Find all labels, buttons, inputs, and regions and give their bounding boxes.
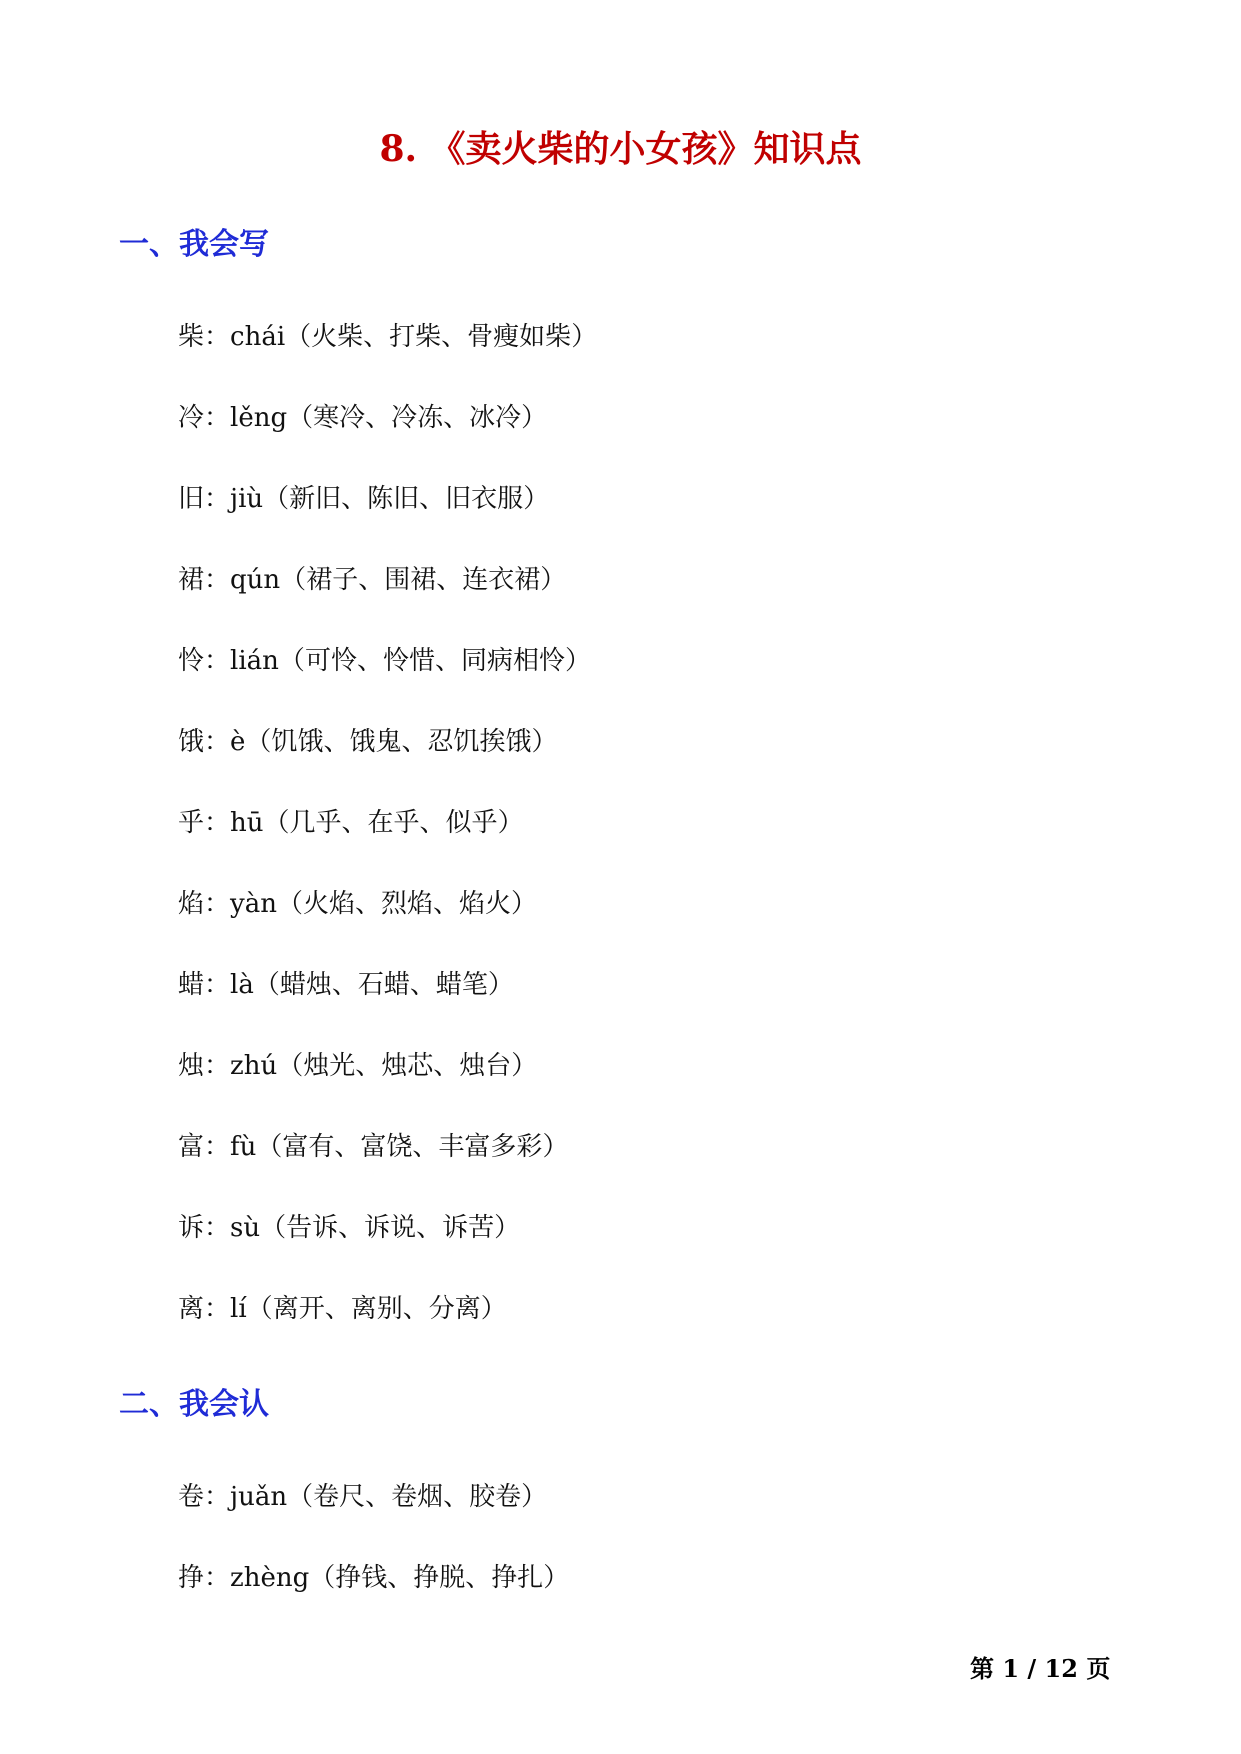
vocab-entry: 冷：lěng（寒冷、冷冻、冰冷） bbox=[178, 403, 548, 433]
entry-char: 卷 bbox=[178, 1482, 205, 1512]
entry-char: 挣 bbox=[178, 1563, 205, 1593]
entry-words: 卷尺、卷烟、胶卷 bbox=[313, 1482, 522, 1512]
entry-words: 火柴、打柴、骨瘦如柴 bbox=[311, 322, 572, 352]
entry-char: 诉 bbox=[178, 1213, 205, 1243]
entry-char: 怜 bbox=[178, 646, 205, 676]
vocab-entry: 烛：zhú（烛光、烛芯、烛台） bbox=[178, 1051, 538, 1081]
entry-char: 乎 bbox=[178, 808, 205, 838]
entry-words: 寒冷、冷冻、冰冷 bbox=[313, 403, 522, 433]
entry-pinyin: zhèng bbox=[230, 1563, 310, 1593]
entry-words: 富有、富饶、丰富多彩 bbox=[282, 1132, 543, 1162]
entry-pinyin: qún bbox=[230, 565, 281, 595]
vocab-entry: 怜：lián（可怜、怜惜、同病相怜） bbox=[178, 646, 591, 676]
entry-words: 蜡烛、石蜡、蜡笔 bbox=[279, 970, 488, 1000]
vocab-entry: 乎：hū（几乎、在乎、似乎） bbox=[178, 808, 524, 838]
entry-words: 告诉、诉说、诉苦 bbox=[286, 1213, 495, 1243]
entry-words: 裙子、围裙、连衣裙 bbox=[306, 565, 541, 595]
entry-pinyin: jiù bbox=[230, 484, 264, 514]
vocab-entry: 裙：qún（裙子、围裙、连衣裙） bbox=[178, 565, 567, 595]
page-number-suffix: 页 bbox=[1086, 1654, 1111, 1683]
vocab-entry: 卷：juǎn（卷尺、卷烟、胶卷） bbox=[178, 1482, 548, 1512]
entry-char: 柴 bbox=[178, 322, 205, 352]
entry-words: 新旧、陈旧、旧衣服 bbox=[289, 484, 524, 514]
entry-pinyin: sù bbox=[230, 1213, 261, 1243]
entry-pinyin: è bbox=[230, 727, 246, 757]
page-number-separator: / bbox=[1027, 1654, 1037, 1683]
vocab-entry: 挣：zhèng（挣钱、挣脱、挣扎） bbox=[178, 1563, 570, 1593]
vocab-entry: 饿：è（饥饿、饿鬼、忍饥挨饿） bbox=[178, 727, 558, 757]
entry-char: 饿 bbox=[178, 727, 205, 757]
vocab-entry: 旧：jiù（新旧、陈旧、旧衣服） bbox=[178, 484, 550, 514]
entry-char: 旧 bbox=[178, 484, 205, 514]
vocab-entry: 蜡：là（蜡烛、石蜡、蜡笔） bbox=[178, 970, 514, 1000]
entry-pinyin: lěng bbox=[230, 403, 288, 433]
entry-char: 富 bbox=[178, 1132, 205, 1162]
entry-words: 离开、离别、分离 bbox=[272, 1294, 481, 1324]
page-title: 8. 《卖火柴的小女孩》知识点 bbox=[379, 128, 862, 170]
entry-char: 焰 bbox=[178, 889, 205, 919]
entry-pinyin: chái bbox=[230, 322, 286, 352]
vocab-entry: 柴：chái（火柴、打柴、骨瘦如柴） bbox=[178, 322, 598, 352]
vocab-entry: 富：fù（富有、富饶、丰富多彩） bbox=[178, 1132, 569, 1162]
entry-char: 蜡 bbox=[178, 970, 205, 1000]
vocab-entry: 离：lí（离开、离别、分离） bbox=[178, 1294, 507, 1324]
entry-char: 冷 bbox=[178, 403, 205, 433]
entry-words: 饥饿、饿鬼、忍饥挨饿 bbox=[271, 727, 532, 757]
entry-pinyin: yàn bbox=[230, 889, 277, 919]
entry-words: 烛光、烛芯、烛台 bbox=[303, 1051, 512, 1081]
section-heading-recognize: 二、我会认 bbox=[119, 1387, 269, 1422]
entry-pinyin: là bbox=[230, 970, 254, 1000]
entry-char: 离 bbox=[178, 1294, 205, 1324]
vocab-entry: 诉：sù（告诉、诉说、诉苦） bbox=[178, 1213, 521, 1243]
entry-char: 烛 bbox=[178, 1051, 205, 1081]
page-number-current: 1 bbox=[1002, 1654, 1020, 1683]
entry-pinyin: fù bbox=[230, 1132, 257, 1162]
entry-words: 挣钱、挣脱、挣扎 bbox=[335, 1563, 544, 1593]
entry-pinyin: lián bbox=[230, 646, 279, 676]
entry-pinyin: lí bbox=[230, 1294, 247, 1324]
page-number bbox=[970, 1653, 1110, 1685]
section-heading-write: 一、我会写 bbox=[119, 227, 269, 262]
entry-pinyin: zhú bbox=[230, 1051, 278, 1081]
page-number-prefix: 第 bbox=[970, 1654, 994, 1683]
entry-pinyin: juǎn bbox=[230, 1482, 288, 1512]
entry-words: 可怜、怜惜、同病相怜 bbox=[304, 646, 565, 676]
page-number-total: 12 bbox=[1044, 1654, 1078, 1683]
entry-char: 裙 bbox=[178, 565, 205, 595]
entry-words: 几乎、在乎、似乎 bbox=[289, 808, 498, 838]
entry-pinyin: hū bbox=[230, 808, 264, 838]
vocab-entry: 焰：yàn（火焰、烈焰、焰火） bbox=[178, 889, 538, 919]
entry-words: 火焰、烈焰、焰火 bbox=[302, 889, 511, 919]
